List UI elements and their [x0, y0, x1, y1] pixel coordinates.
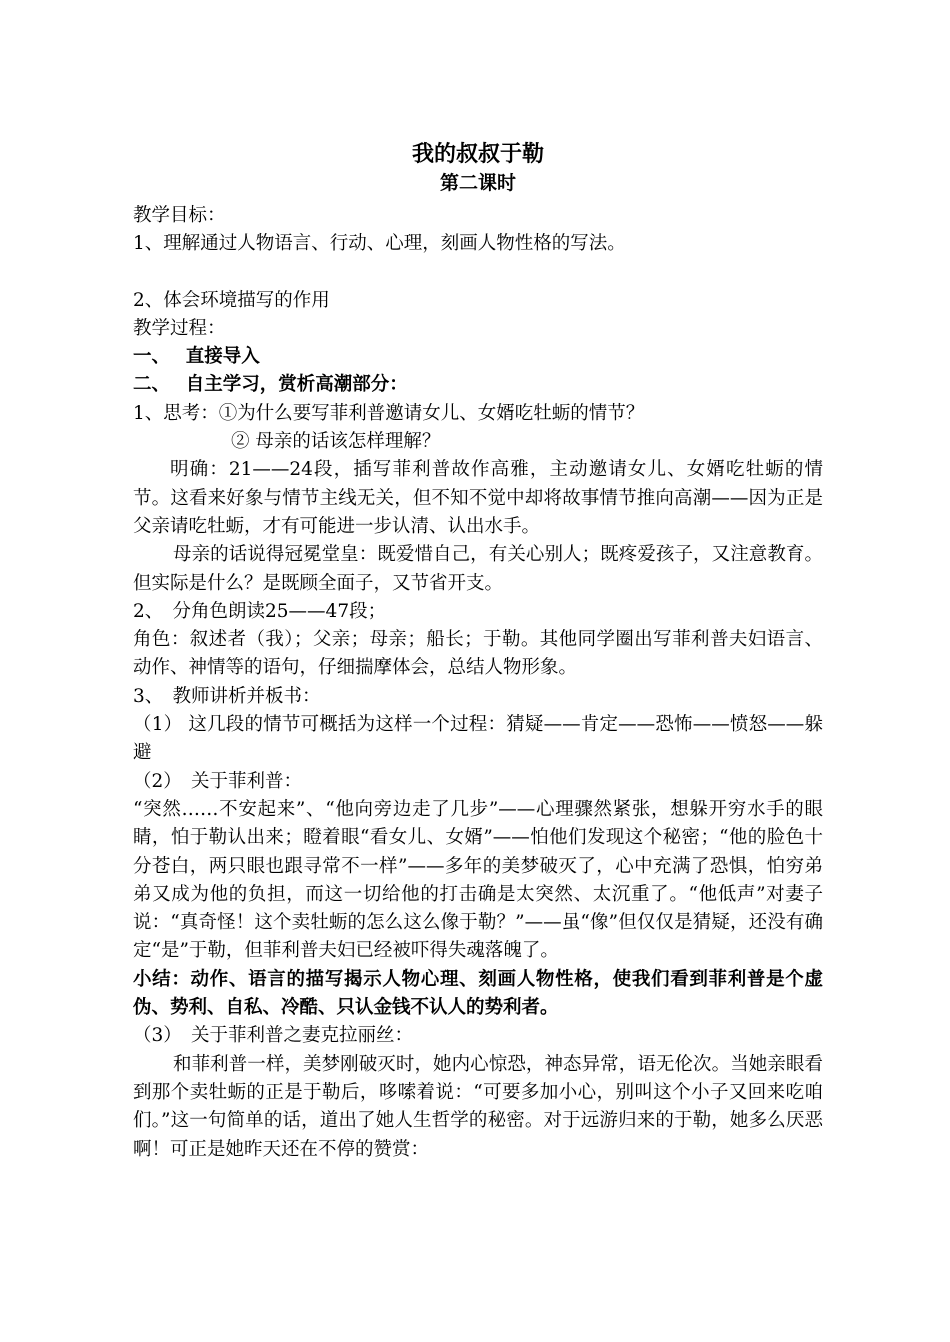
question-line: ② 母亲的话该怎样理解？ [231, 431, 441, 453]
document-subtitle: 第二课时 [439, 172, 516, 194]
body-line: （1） 这几段的情节可概括为这样一个过程：猜疑——肯定——恐怖——愤怒——躲避 [133, 714, 823, 764]
body-line: 1、思考：①为什么要写菲利普邀请女儿、女婿吃牡蛎的情节？ [133, 402, 645, 424]
body-line: 3、 教师讲析并板书： [133, 685, 321, 707]
body-line: （3） 关于菲利普之妻克拉丽丝： [133, 1025, 414, 1047]
section-heading: 二、 自主学习，赏析高潮部分： [133, 374, 408, 396]
body-line: 教学过程： [133, 317, 226, 339]
body-line: “突然……不安起来”、“他向旁边走了几步”——心理骤然紧张，想躲开穷水手的眼睛，怕于勒认出来；瞪着眼“看女儿、女婿”——怕他们发现这个秘密；“他的脸色十分苍白，两只眼也跟寻常不一样”——多年的美梦破灭了，心中充满了恐惧，怕穷弟弟又成为他的负担，而这一切给他的打击确是太突然、太沉重了。“他低声”对妻子说：“真奇怪！这个卖牡蛎的怎么这么像于勒？”——虽“像”但仅仅是猜疑，还没有确定“是”于勒，但菲利普夫妇已经被吓得失魂落魄了。 [133, 798, 823, 962]
document-body [133, 202, 823, 1164]
body-line: 教学目标： [133, 205, 226, 226]
body-line: 1、理解通过人物语言、行动、心理，刻画人物性格的写法。 [133, 233, 626, 255]
section-heading: 一、 直接导入 [133, 346, 260, 368]
body-line: 2、体会环境描写的作用 [133, 289, 330, 311]
section-heading: 小结：动作、语言的描写揭示人物心理、刻画人物性格，使我们看到菲利普是个虚伪、势利、自私、冷酷、只认金钱不认人的势利者。 [133, 968, 823, 1019]
body-paragraph: 母亲的话说得冠冕堂皇：既爱惜自己，有关心别人；既疼爱孩子，又注意教育。但实际是什么？是既顾全面子，又节省开支。 [133, 544, 823, 594]
body-line: （2） 关于菲利普： [133, 770, 303, 792]
blank-line [133, 259, 823, 287]
document-page [133, 140, 823, 1164]
body-line: 角色：叙述者（我）；父亲；母亲；船长；于勒。其他同学圈出写菲利普夫妇语言、动作、神情等的语句，仔细揣摩体会，总结人物形象。 [133, 629, 823, 679]
document-title: 我的叔叔于勒 [411, 142, 544, 167]
body-paragraph: 明确：21——24段，插写菲利普故作高雅，主动邀请女儿、女婿吃牡蛎的情节。这看来好象与情节主线无关，但不知不觉中却将故事情节推向高潮——因为正是父亲请吃牡蛎，才有可能进一步认清、认出水手。 [133, 459, 823, 537]
body-line: 2、 分角色朗读25——47段； [133, 600, 387, 622]
body-paragraph: 和菲利普一样，美梦刚破灭时，她内心惊恐，神态异常，语无伦次。当她亲眼看到那个卖牡蛎的正是于勒后，哆嗦着说：“可要多加小心，别叫这个小子又回来吃咱们。”这一句简单的话，道出了她人生哲学的秘密。对于远游归来的于勒，她多么厌恶啊！可正是她昨天还在不停的赞赏： [133, 1053, 823, 1160]
